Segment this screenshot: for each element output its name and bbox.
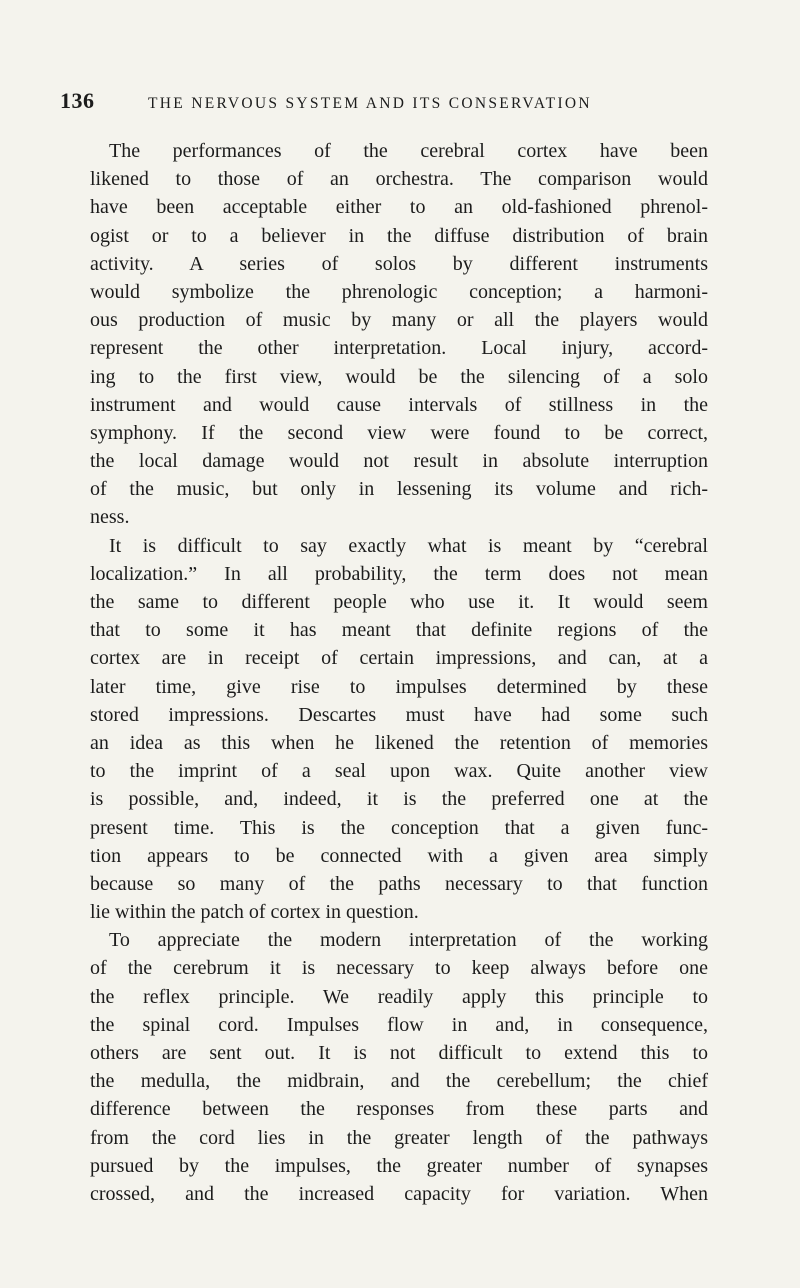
page-number: 136 — [60, 88, 95, 113]
running-header — [60, 88, 720, 118]
text-line: from the cord lies in the greater length of the pathways — [90, 1126, 708, 1149]
text-line: stored impressions. Descartes must have had some such — [90, 703, 708, 726]
text-line: is possible, and, indeed, it is the preferred one at the — [90, 788, 708, 811]
text-line: symphony. If the second view were found to be correct, — [90, 421, 708, 444]
text-line: tion appears to be connected with a given area simply — [90, 844, 708, 867]
text-line: represent the other interpretation. Local injury, accord- — [90, 337, 708, 360]
text-line: the spinal cord. Impulses flow in and, in consequence, — [90, 1013, 708, 1036]
text-line: have been acceptable either to an old-fashioned phrenol- — [90, 196, 708, 219]
text-line: It is difficult to say exactly what is meant by “cerebral — [109, 534, 708, 557]
paragraph-2 — [90, 532, 708, 927]
text-line: lie within the patch of cortex in question. — [90, 901, 419, 924]
text-line: would symbolize the phrenologic conception; a harmoni- — [90, 280, 708, 303]
text-line: pursued by the impulses, the greater number of synapses — [90, 1154, 708, 1177]
text-line: present time. This is the conception that a given func- — [90, 816, 708, 839]
text-line: localization.” In all probability, the term does not mean — [90, 562, 708, 585]
text-line: the medulla, the midbrain, and the cerebellum; the chief — [90, 1070, 708, 1093]
text-line: To appreciate the modern interpretation of the working — [109, 929, 708, 952]
text-line: activity. A series of solos by different instruments — [90, 252, 708, 275]
running-title: THE NERVOUS SYSTEM AND ITS CONSERVATION — [148, 95, 592, 112]
text-line: because so many of the paths necessary to that function — [90, 872, 708, 895]
text-line: ness. — [90, 506, 130, 529]
text-line: cortex are in receipt of certain impressions, and can, at a — [90, 647, 708, 670]
text-line: the reflex principle. We readily apply this principle to — [90, 985, 708, 1008]
paragraph-3 — [90, 926, 708, 1208]
text-line: likened to those of an orchestra. The comparison would — [90, 168, 708, 191]
text-line: others are sent out. It is not difficult to extend this to — [90, 1042, 708, 1064]
text-line: ous production of music by many or all the players would — [90, 309, 708, 332]
text-line: an idea as this when he likened the retention of memories — [90, 731, 708, 754]
text-line: later time, give rise to impulses determined by these — [90, 675, 708, 698]
text-line: of the cerebrum it is necessary to keep always before one — [90, 957, 708, 980]
text-line: crossed, and the increased capacity for variation. When — [90, 1182, 708, 1205]
text-line: ing to the first view, would be the silencing of a solo — [90, 365, 708, 388]
text-line: of the music, but only in lessening its volume and rich- — [90, 478, 708, 501]
text-line: difference between the responses from these parts and — [90, 1098, 708, 1121]
paragraph-1 — [90, 137, 708, 532]
text-line: that to some it has meant that definite regions of the — [90, 619, 708, 642]
body-text — [90, 137, 708, 1208]
text-line: the local damage would not result in absolute interruption — [90, 450, 708, 473]
text-line: the same to different people who use it. It would seem — [90, 591, 708, 613]
text-line: The performances of the cerebral cortex have been — [109, 140, 708, 162]
text-line: ogist or to a believer in the diffuse distribution of brain — [90, 224, 708, 247]
text-line: instrument and would cause intervals of stillness in the — [90, 393, 708, 416]
text-line: to the imprint of a seal upon wax. Quite another view — [90, 760, 708, 783]
